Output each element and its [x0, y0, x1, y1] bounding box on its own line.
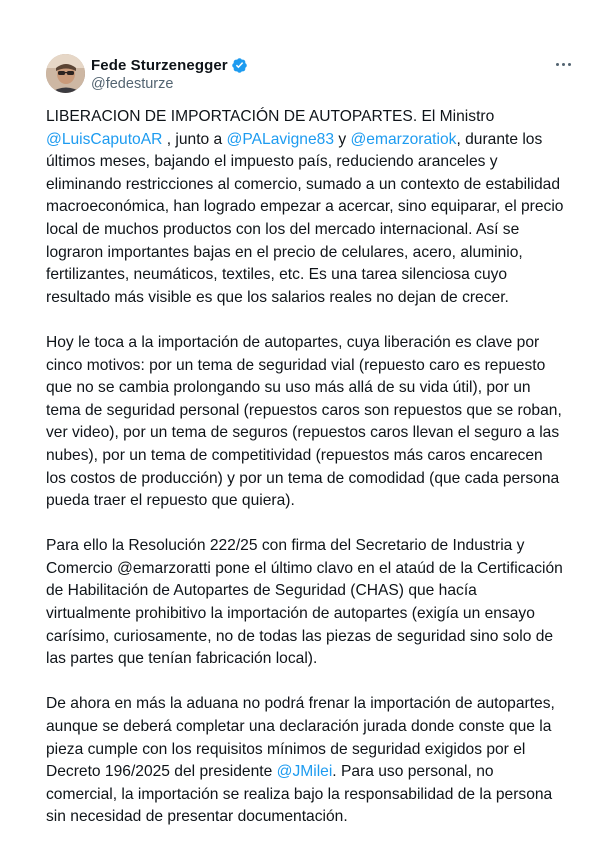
tweet-paragraph — [46, 106, 566, 309]
tweet-text — [46, 106, 566, 852]
mention-link[interactable]: @PALavigne83 — [226, 130, 334, 148]
tweet-text-segment: y — [334, 130, 351, 148]
tweet-paragraph — [46, 332, 566, 513]
user-handle[interactable]: @fedesturze — [91, 76, 174, 92]
tweet-text-segment: De ahora en más la aduana no podrá frenar la importación de autopartes, aunque se deberá completar una declaración jurada donde conste que la pieza cumple con los requisitos mínimos de seguridad exigidos por el Decreto 196/2025 del presidente — [46, 695, 555, 781]
mention-link[interactable]: @JMilei — [276, 763, 333, 781]
more-options-icon[interactable] — [552, 55, 574, 73]
tweet-paragraph — [46, 535, 566, 671]
verified-badge-icon[interactable] — [231, 57, 248, 74]
tweet-text-segment: . Para uso personal, no comercial, la importación se realiza bajo la responsabilidad de la persona sin necesidad de presentar documentación. — [46, 763, 553, 826]
mention-link[interactable]: @emarzoratiok — [350, 130, 457, 148]
tweet-text-segment: Hoy le toca a la importación de autopartes, cuya liberación es clave por cinco motivos: por un tema de seguridad vial (repuesto caro es repuesto que no se cambia prolongando su uso más allá de su vida útil), por un tema de seguridad personal (repuestos caros son repuestos que se roban, ver video), por un tema de seguros (repuestos caros llevan el seguro a las nubes), por un tema de competitividad (repuestos más caros encarecen los costos de producción) y por un tema de comodidad (que cada persona pueda traer el repuesto que quiera). — [46, 333, 562, 510]
tweet-header — [46, 54, 566, 94]
tweet-text-segment: LIBERACION DE IMPORTACIÓN DE AUTOPARTES. El Ministro — [46, 108, 495, 125]
tweet-text-segment: , durante los últimos meses, bajando el impuesto país, reduciendo aranceles y eliminando restricciones al comercio, sumado a un contexto de estabilidad macroeconómica, han logrado empezar a acercar, sino equiparar, el precio local de muchos productos con los del mercado internacional. Así se lograron importantes bajas en el precio de celulares, acero, aluminio, fertilizantes, neumáticos, textiles, etc. Es una tarea silenciosa cuyo resultado más visible es que los salarios reales no dejan de crecer. — [46, 130, 564, 306]
mention-link[interactable]: @LuisCaputoAR — [46, 130, 163, 148]
display-name[interactable]: Fede Sturzenegger — [91, 56, 228, 74]
avatar[interactable] — [46, 54, 85, 93]
tweet-text-segment: Para ello la Resolución 222/25 con firma del Secretario de Industria y Comercio @emarzoratti pone el último clavo en el ataúd de la Certificación de Habilitación de Autopartes de Seguridad (CHAS) que hacía virtualmente prohibitivo la importación de autopartes (exigía un ensayo carísimo, curiosamente, no de todas las piezas de seguridad sino solo de las partes que tenían fabricación local). — [46, 537, 563, 668]
tweet-text-segment: , junto a — [162, 130, 227, 148]
name-row — [91, 55, 248, 75]
tweet-paragraph — [46, 693, 566, 829]
user-info — [91, 55, 248, 92]
